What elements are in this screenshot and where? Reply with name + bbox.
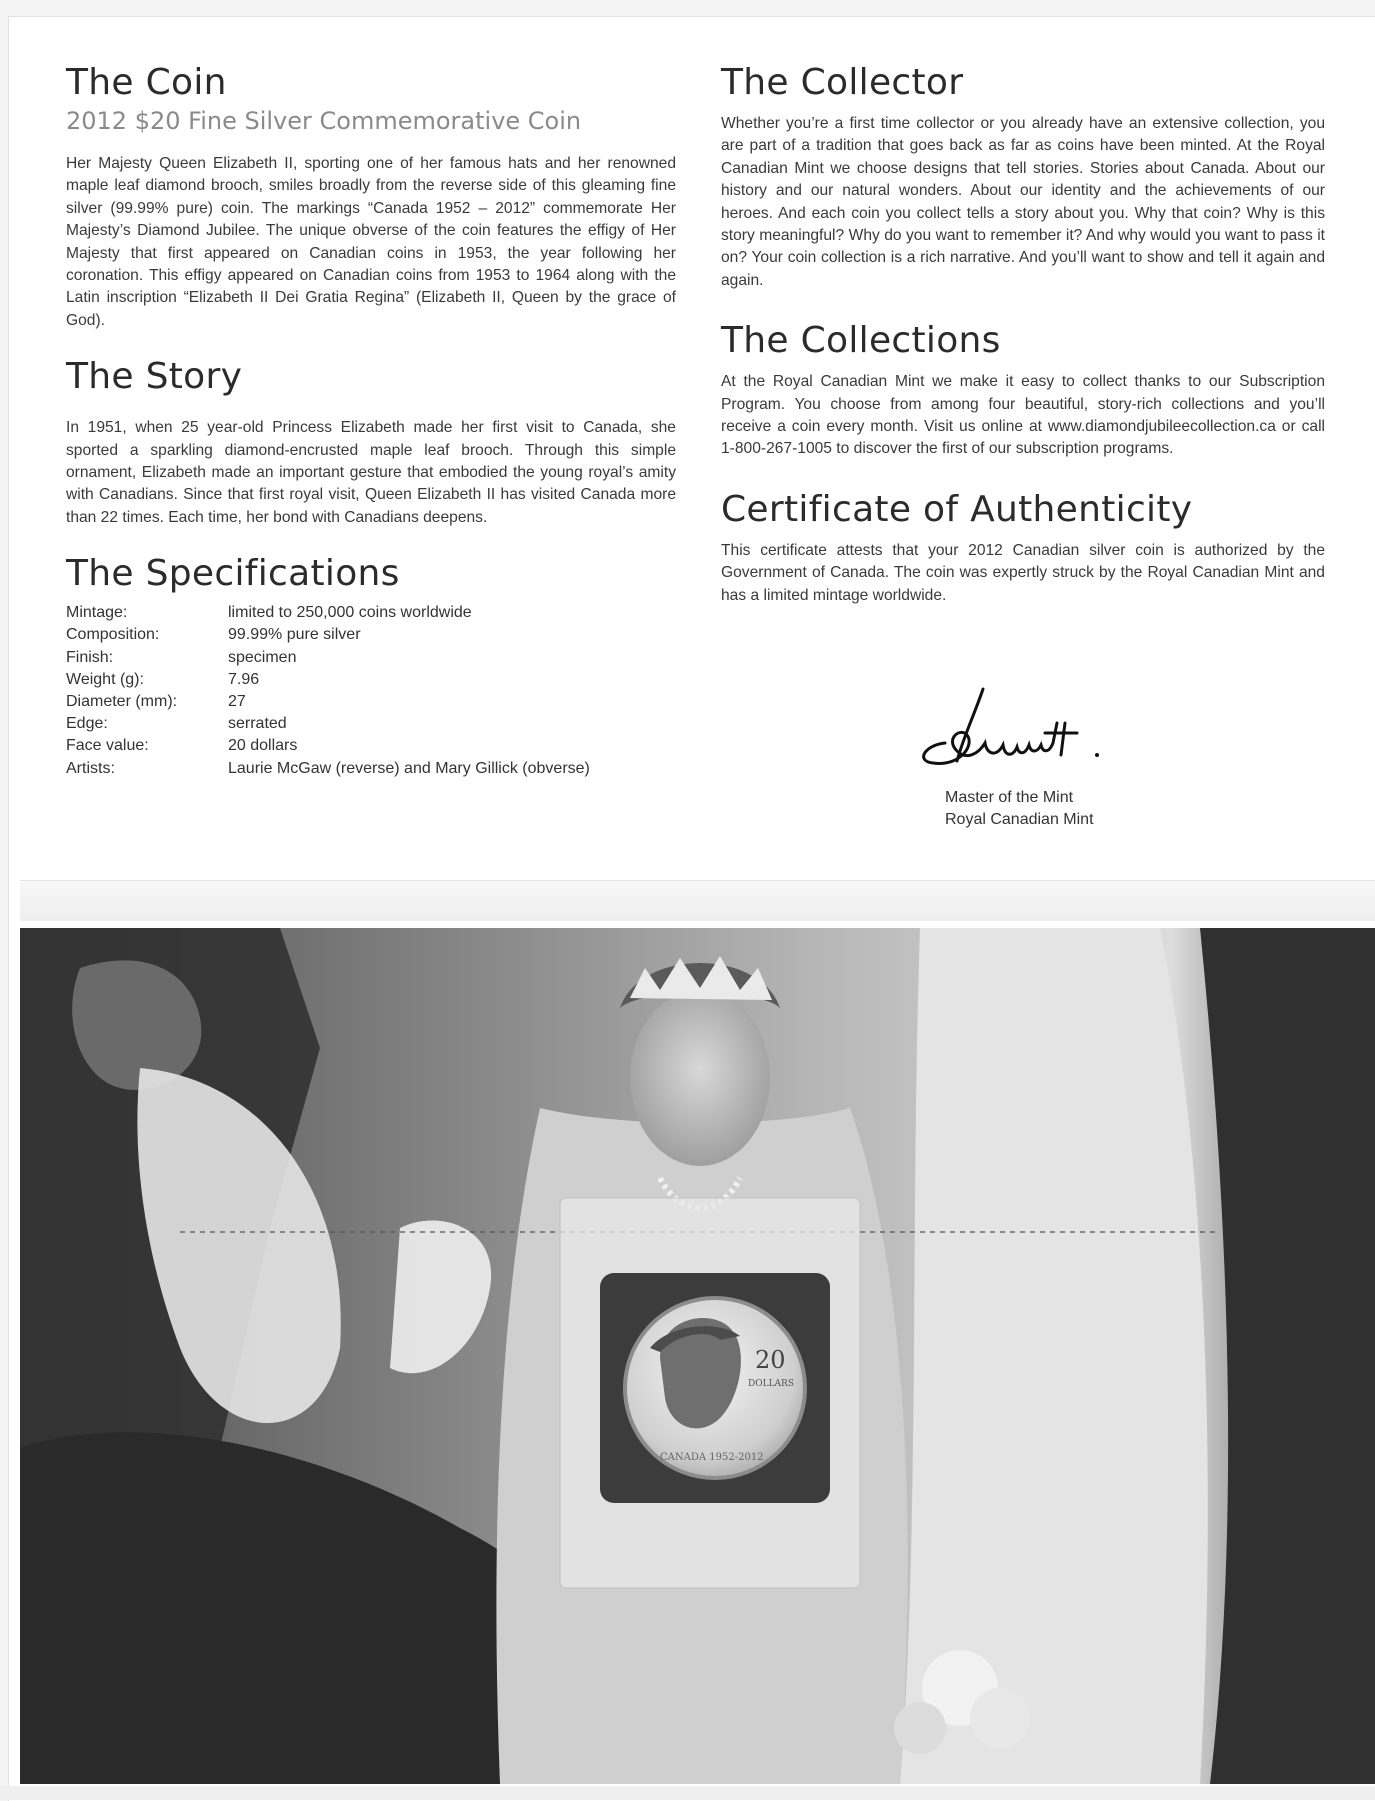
- spec-value: limited to 250,000 coins worldwide: [228, 604, 472, 622]
- signer-title: Master of the Mint: [945, 789, 1074, 806]
- right-column: [721, 62, 1325, 607]
- spec-row: [66, 604, 590, 626]
- spec-value: serrated: [228, 715, 287, 733]
- signer-block: [945, 787, 1094, 831]
- spec-label: Face value:: [66, 737, 149, 755]
- spec-row: [66, 626, 590, 648]
- spec-label: Finish:: [66, 648, 114, 666]
- fold-crease: [20, 880, 1375, 921]
- spec-label: Diameter (mm):: [66, 693, 178, 711]
- spec-value: 27: [228, 693, 246, 711]
- signature: [905, 683, 1145, 783]
- footer-strip: [0, 1786, 1375, 1800]
- coin-heading: The Coin: [66, 62, 227, 103]
- specifications-table: [66, 604, 590, 782]
- spec-value: 7.96: [228, 670, 260, 688]
- certificate-description: This certificate attests that your 2012 Canadian silver coin is authorized by the Government of Canada. The coin was expertly struck by the Royal Canadian Mint and has a limited mintage worldwide.: [721, 541, 1325, 604]
- spec-label: Edge:: [66, 715, 108, 733]
- spec-row: [66, 760, 590, 782]
- left-column: [66, 62, 676, 782]
- spec-value: 20 dollars: [228, 737, 298, 755]
- spec-label: Weight (g):: [66, 670, 144, 688]
- collections-heading: The Collections: [721, 320, 1001, 362]
- signer-org: Royal Canadian Mint: [945, 811, 1094, 828]
- collector-heading: The Collector: [721, 62, 964, 103]
- spec-value: Laurie McGaw (reverse) and Mary Gillick (obverse): [228, 759, 590, 777]
- spec-row: [66, 649, 590, 671]
- coin-unit: DOLLARS: [748, 1379, 794, 1389]
- spec-row: [66, 693, 590, 715]
- specifications-heading: The Specifications: [66, 553, 400, 595]
- coronation-photo: [20, 928, 1375, 1784]
- story-description: In 1951, when 25 year-old Princess Elizabeth made her first visit to Canada, she sported a sparkling diamond-encrusted maple leaf brooch. Through this simple ornament, Elizabeth made an important gesture that embodied the young royal’s amity with Canadians. Since that first royal visit, Queen Elizabeth II has visited Canada more than 22 times. Each time, her bond with Canadians deepens.: [66, 419, 676, 526]
- spec-label: Artists:: [66, 759, 115, 777]
- certificate-heading: Certificate of Authenticity: [721, 488, 1193, 530]
- spec-label: Mintage:: [66, 604, 128, 622]
- spec-row: [66, 737, 590, 759]
- coin-subtitle: 2012 $20 Fine Silver Commemorative Coin: [66, 107, 582, 135]
- collections-description: At the Royal Canadian Mint we make it easy to collect thanks to our Subscription Program. You choose from among four beautiful, story-rich collections and you’ll receive a coin every month. Visit us online at www.diamondjubileecollection.ca or call 1-800-267-1005 to discover the first of our subscription programs.: [721, 373, 1325, 458]
- spec-label: Composition:: [66, 626, 160, 644]
- spec-row: [66, 671, 590, 693]
- spec-value: 99.99% pure silver: [228, 626, 361, 644]
- coin-description: Her Majesty Queen Elizabeth II, sporting one of her famous hats and her renowned maple leaf diamond brooch, smiles broadly from the reverse side of this gleaming fine silver (99.99% pure) coin. The markings “Canada 1952 – 2012” commemorate Her Majesty’s Diamond Jubilee. The unique obverse of the coin features the effigy of Her Majesty that first appeared on Canadian coins in 1953, the year following her coronation. This effigy appeared on Canadian coins from 1953 to 1964 along with the Latin inscription “Elizabeth II Dei Gratia Regina” (Elizabeth II, Queen by the grace of God).: [66, 155, 676, 329]
- coin-rim-text: CANADA 1952-2012: [660, 1452, 764, 1463]
- spec-row: [66, 715, 590, 737]
- story-heading: The Story: [66, 356, 243, 398]
- spec-value: specimen: [228, 648, 297, 666]
- coin-denomination: 20: [755, 1346, 786, 1374]
- collector-description: Whether you’re a first time collector or you already have an extensive collection, you are part of a tradition that goes back as far as coins have been minted. At the Royal Canadian Mint we choose designs that tell stories. Stories about Canada. About our history and our natural wonders. About our identity and the achievements of our heroes. And each coin you collect tells a story about you. Why that coin? Why is this story meaningful? Why do you want to remember it? And why would you want to pass it on? Your coin collection is a rich narrative. And you’ll want to show and tell it again and again.: [721, 115, 1325, 289]
